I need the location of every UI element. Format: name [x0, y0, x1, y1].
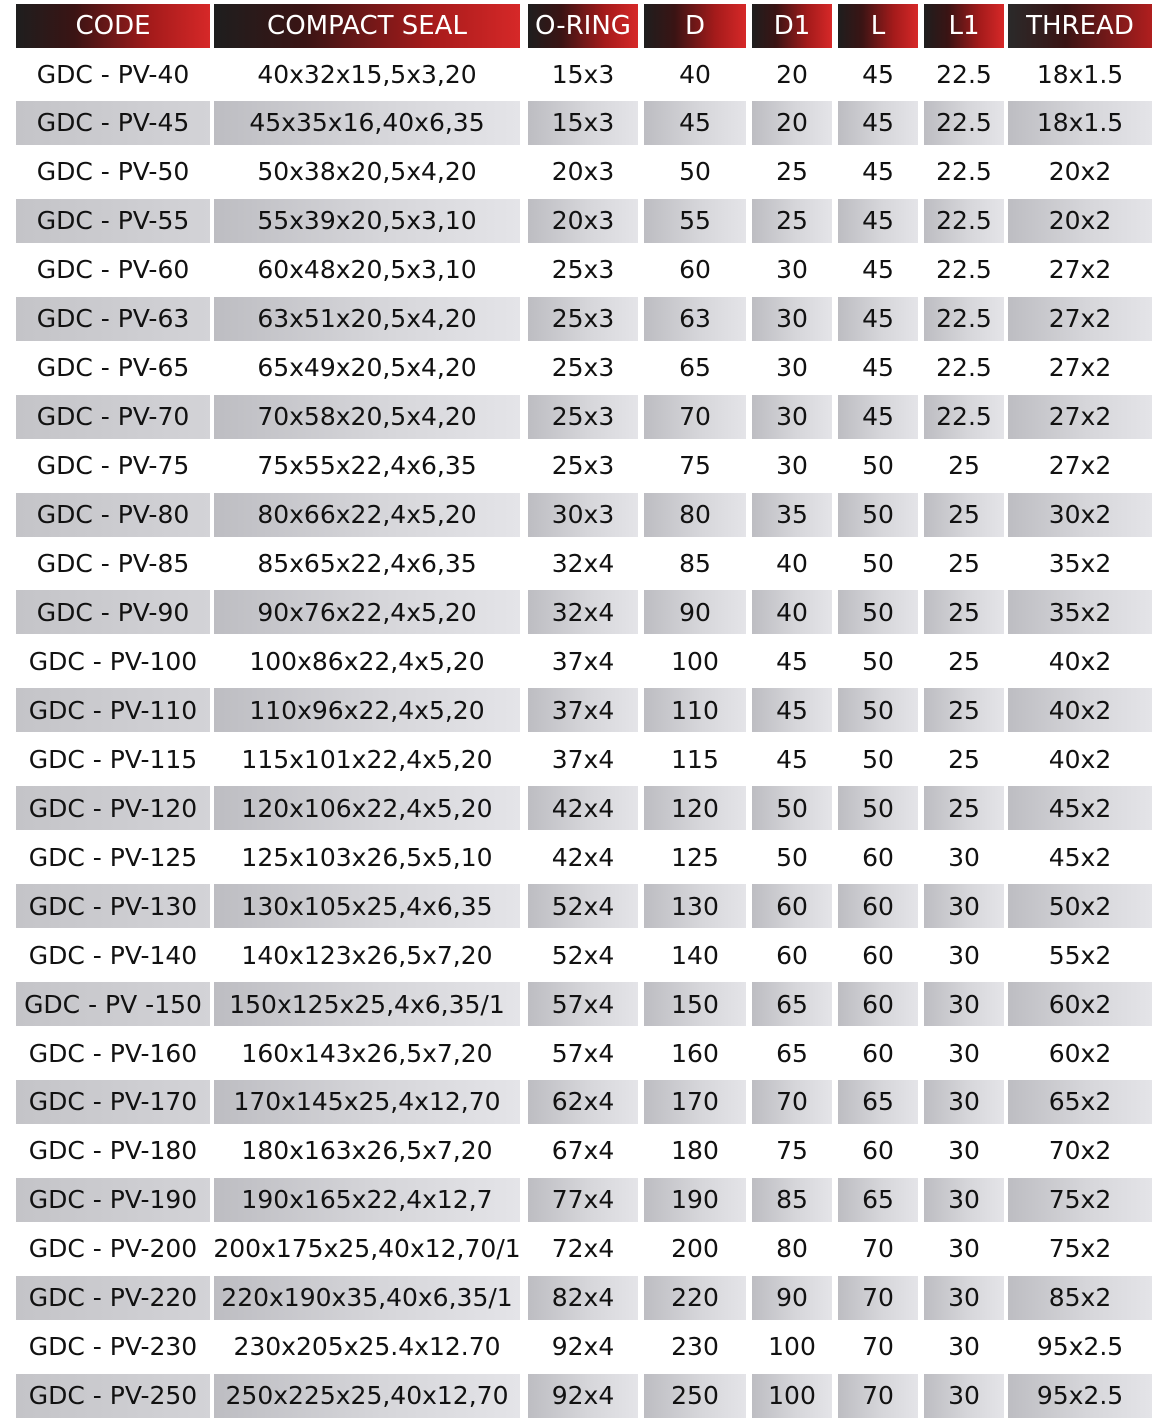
cell-code: GDC - PV-130	[16, 884, 210, 928]
cell-d1: 30	[776, 451, 808, 481]
cell-l: 45	[862, 353, 894, 383]
cell-d: 55	[644, 199, 746, 243]
cell-l1: 30	[924, 1080, 1004, 1124]
cell-thread: 65x2	[1008, 1080, 1152, 1124]
cell-thread: 70x2	[1048, 1136, 1112, 1166]
cell-d1: 30	[776, 353, 808, 383]
cell-l1: 25	[924, 786, 1004, 830]
cell-code: GDC - PV-55	[16, 199, 210, 243]
cell-code: GDC - PV-70	[16, 395, 210, 439]
cell-compact-seal: 70x58x20,5x4,20	[214, 395, 520, 439]
cell-o-ring: 57x4	[551, 1038, 615, 1068]
cell-code: GDC - PV-180	[28, 1136, 198, 1166]
cell-code: GDC - PV-170	[16, 1080, 210, 1124]
cell-o-ring: 20x3	[551, 157, 615, 187]
table-row	[16, 493, 1152, 539]
header-l: L	[838, 4, 918, 48]
cell-thread: 27x2	[1048, 353, 1112, 383]
cell-d: 120	[644, 786, 746, 830]
header-d: D	[644, 4, 746, 48]
cell-compact-seal: 200x175x25,40x12,70/1	[213, 1234, 521, 1264]
cell-thread: 95x2.5	[1036, 1332, 1124, 1362]
cell-compact-seal: 80x66x22,4x5,20	[214, 493, 520, 537]
table-row	[16, 590, 1152, 636]
cell-o-ring: 25x3	[551, 451, 615, 481]
table-row	[16, 688, 1152, 734]
cell-o-ring: 30x3	[528, 493, 638, 537]
cell-l: 70	[838, 1276, 918, 1320]
cell-thread: 27x2	[1048, 255, 1112, 285]
cell-l: 60	[838, 884, 918, 928]
cell-code: GDC - PV-115	[28, 744, 198, 774]
cell-d1: 25	[776, 157, 808, 187]
cell-l1: 25	[924, 493, 1004, 537]
cell-l: 60	[862, 1136, 894, 1166]
cell-d1: 35	[752, 493, 832, 537]
cell-compact-seal: 170x145x25,4x12,70	[214, 1080, 520, 1124]
cell-o-ring: 52x4	[528, 884, 638, 928]
cell-code: GDC - PV-120	[16, 786, 210, 830]
cell-d: 80	[644, 493, 746, 537]
cell-d: 250	[644, 1374, 746, 1418]
cell-compact-seal: 110x96x22,4x5,20	[214, 688, 520, 732]
cell-thread: 35x2	[1008, 590, 1152, 634]
cell-o-ring: 77x4	[528, 1178, 638, 1222]
cell-l1: 30	[948, 940, 980, 970]
cell-o-ring: 42x4	[551, 842, 615, 872]
cell-l: 65	[838, 1080, 918, 1124]
cell-thread: 27x2	[1008, 395, 1152, 439]
cell-code: GDC - PV-125	[28, 842, 198, 872]
cell-d1: 75	[776, 1136, 808, 1166]
cell-l: 50	[838, 493, 918, 537]
cell-d1: 25	[752, 199, 832, 243]
table-row	[16, 346, 1152, 392]
cell-d: 65	[679, 353, 711, 383]
table-row	[16, 542, 1152, 588]
table-row	[16, 1031, 1152, 1077]
cell-thread: 50x2	[1008, 884, 1152, 928]
header-d1: D1	[752, 4, 832, 48]
cell-d: 190	[644, 1178, 746, 1222]
cell-l1: 22.5	[936, 255, 992, 285]
cell-d1: 65	[752, 982, 832, 1026]
cell-code: GDC - PV-80	[16, 493, 210, 537]
cell-l1: 25	[948, 451, 980, 481]
table-row	[16, 444, 1152, 490]
cell-d: 50	[679, 157, 711, 187]
cell-d: 115	[671, 744, 719, 774]
cell-compact-seal: 85x65x22,4x6,35	[257, 549, 477, 578]
cell-l1: 25	[924, 590, 1004, 634]
cell-d: 90	[644, 590, 746, 634]
cell-o-ring: 42x4	[528, 786, 638, 830]
table-row	[16, 1080, 1152, 1126]
cell-d1: 50	[752, 786, 832, 830]
cell-compact-seal: 250x225x25,40x12,70	[214, 1374, 520, 1418]
cell-d: 180	[671, 1136, 719, 1166]
cell-d: 200	[671, 1234, 719, 1264]
table-row	[16, 150, 1152, 196]
cell-thread: 60x2	[1048, 1038, 1112, 1068]
cell-thread: 75x2	[1048, 1234, 1112, 1264]
cell-d: 110	[644, 688, 746, 732]
cell-d: 63	[644, 297, 746, 341]
cell-l1: 22.5	[924, 297, 1004, 341]
header-o-ring: O-RING	[528, 4, 638, 48]
cell-l1: 25	[948, 646, 980, 676]
cell-l1: 30	[948, 1038, 980, 1068]
cell-compact-seal: 55x39x20,5x3,10	[214, 199, 520, 243]
cell-thread: 40x2	[1048, 646, 1112, 676]
cell-d: 220	[644, 1276, 746, 1320]
cell-o-ring: 37x4	[528, 688, 638, 732]
cell-d1: 45	[776, 646, 808, 676]
cell-l1: 25	[948, 549, 980, 578]
cell-l: 65	[838, 1178, 918, 1222]
cell-o-ring: 67x4	[551, 1136, 615, 1166]
cell-o-ring: 25x3	[551, 353, 615, 383]
cell-d: 150	[644, 982, 746, 1026]
cell-code: GDC - PV-40	[36, 59, 190, 89]
cell-o-ring: 15x3	[551, 59, 615, 89]
cell-compact-seal: 45x35x16,40x6,35	[214, 101, 520, 145]
cell-thread: 35x2	[1048, 549, 1112, 578]
cell-code: GDC - PV-160	[28, 1038, 198, 1068]
cell-code: GDC - PV-230	[28, 1332, 198, 1362]
cell-code: GDC - PV-110	[16, 688, 210, 732]
cell-o-ring: 25x3	[528, 297, 638, 341]
table-row	[16, 297, 1152, 343]
header-code: CODE	[16, 4, 210, 48]
cell-compact-seal: 230x205x25.4x12.70	[233, 1332, 501, 1362]
table-row	[16, 786, 1152, 832]
cell-d: 75	[679, 451, 711, 481]
cell-o-ring: 32x4	[528, 590, 638, 634]
cell-o-ring: 72x4	[551, 1234, 615, 1264]
cell-code: GDC - PV-75	[36, 451, 190, 481]
cell-l: 45	[862, 255, 894, 285]
cell-l1: 25	[924, 688, 1004, 732]
cell-o-ring: 62x4	[528, 1080, 638, 1124]
cell-compact-seal: 160x143x26,5x7,20	[241, 1038, 493, 1068]
cell-o-ring: 20x3	[528, 199, 638, 243]
cell-d: 70	[644, 395, 746, 439]
cell-compact-seal: 180x163x26,5x7,20	[241, 1136, 493, 1166]
cell-code: GDC - PV-100	[28, 646, 198, 676]
table-row	[16, 52, 1152, 98]
cell-l1: 22.5	[936, 59, 992, 89]
cell-compact-seal: 220x190x35,40x6,35/1	[214, 1276, 520, 1320]
cell-d1: 85	[752, 1178, 832, 1222]
cell-d: 170	[644, 1080, 746, 1124]
cell-o-ring: 25x3	[551, 255, 615, 285]
cell-code: GDC - PV-50	[36, 157, 190, 187]
cell-compact-seal: 130x105x25,4x6,35	[214, 884, 520, 928]
cell-d1: 65	[776, 1038, 808, 1068]
table-row	[16, 1178, 1152, 1224]
cell-code: GDC - PV-60	[36, 255, 190, 285]
cell-thread: 18x1.5	[1008, 101, 1152, 145]
table-row	[16, 1276, 1152, 1322]
cell-compact-seal: 150x125x25,4x6,35/1	[214, 982, 520, 1026]
table-row	[16, 884, 1152, 930]
cell-d1: 30	[776, 255, 808, 285]
cell-d1: 30	[752, 297, 832, 341]
cell-compact-seal: 90x76x22,4x5,20	[214, 590, 520, 634]
cell-thread: 30x2	[1008, 493, 1152, 537]
table-row	[16, 1325, 1152, 1371]
cell-l: 50	[838, 688, 918, 732]
cell-code: GDC - PV-90	[16, 590, 210, 634]
cell-l1: 22.5	[924, 199, 1004, 243]
cell-l: 50	[862, 744, 894, 774]
table-row	[16, 1374, 1152, 1420]
cell-thread: 55x2	[1048, 940, 1112, 970]
cell-l1: 22.5	[924, 395, 1004, 439]
cell-d: 40	[679, 59, 711, 89]
cell-d1: 40	[752, 590, 832, 634]
cell-l: 50	[862, 549, 894, 578]
table-row	[16, 1227, 1152, 1273]
cell-compact-seal: 65x49x20,5x4,20	[257, 353, 477, 383]
cell-o-ring: 82x4	[528, 1276, 638, 1320]
cell-l: 60	[862, 1038, 894, 1068]
cell-l: 50	[838, 590, 918, 634]
cell-compact-seal: 140x123x26,5x7,20	[241, 940, 493, 970]
cell-l1: 30	[924, 1276, 1004, 1320]
table-row	[16, 737, 1152, 783]
cell-compact-seal: 63x51x20,5x4,20	[214, 297, 520, 341]
cell-d1: 45	[752, 688, 832, 732]
cell-l1: 30	[948, 1136, 980, 1166]
cell-l1: 22.5	[924, 101, 1004, 145]
cell-compact-seal: 75x55x22,4x6,35	[257, 451, 477, 481]
cell-l1: 30	[948, 1234, 980, 1264]
table-row	[16, 199, 1152, 245]
cell-thread: 60x2	[1008, 982, 1152, 1026]
cell-l1: 30	[924, 1178, 1004, 1222]
cell-o-ring: 52x4	[551, 940, 615, 970]
cell-l1: 30	[948, 842, 980, 872]
cell-compact-seal: 100x86x22,4x5,20	[249, 646, 485, 676]
cell-l: 50	[838, 786, 918, 830]
cell-thread: 40x2	[1008, 688, 1152, 732]
cell-l: 50	[862, 451, 894, 481]
cell-d: 130	[644, 884, 746, 928]
cell-code: GDC - PV-85	[36, 549, 190, 578]
cell-d1: 45	[776, 744, 808, 774]
cell-o-ring: 92x4	[551, 1332, 615, 1362]
cell-l: 60	[838, 982, 918, 1026]
cell-code: GDC - PV -150	[16, 982, 210, 1026]
cell-d1: 70	[752, 1080, 832, 1124]
cell-d: 45	[644, 101, 746, 145]
cell-l1: 25	[948, 744, 980, 774]
cell-o-ring: 92x4	[528, 1374, 638, 1418]
cell-l1: 22.5	[936, 353, 992, 383]
cell-l: 45	[862, 157, 894, 187]
table-row	[16, 639, 1152, 685]
cell-l: 70	[862, 1332, 894, 1362]
cell-d1: 60	[776, 940, 808, 970]
cell-thread: 27x2	[1048, 451, 1112, 481]
table-row	[16, 835, 1152, 881]
cell-compact-seal: 125x103x26,5x5,10	[241, 842, 493, 872]
cell-d1: 20	[776, 59, 808, 89]
cell-thread: 40x2	[1048, 744, 1112, 774]
cell-l1: 30	[924, 982, 1004, 1026]
header-thread: THREAD	[1008, 4, 1152, 48]
cell-d1: 80	[776, 1234, 808, 1264]
cell-d: 140	[671, 940, 719, 970]
cell-o-ring: 15x3	[528, 101, 638, 145]
cell-l: 60	[862, 842, 894, 872]
cell-o-ring: 37x4	[551, 744, 615, 774]
cell-code: GDC - PV-63	[16, 297, 210, 341]
table-row	[16, 395, 1152, 441]
cell-d1: 100	[752, 1374, 832, 1418]
cell-compact-seal: 115x101x22,4x5,20	[241, 744, 493, 774]
cell-o-ring: 32x4	[551, 549, 615, 578]
cell-compact-seal: 120x106x22,4x5,20	[214, 786, 520, 830]
cell-d1: 20	[752, 101, 832, 145]
cell-o-ring: 37x4	[551, 646, 615, 676]
cell-l: 70	[838, 1374, 918, 1418]
cell-thread: 45x2	[1008, 786, 1152, 830]
cell-thread: 95x2.5	[1008, 1374, 1152, 1418]
cell-code: GDC - PV-220	[16, 1276, 210, 1320]
header-l1: L1	[924, 4, 1004, 48]
cell-l: 45	[838, 101, 918, 145]
header-compact-seal: COMPACT SEAL	[214, 4, 520, 48]
cell-thread: 27x2	[1008, 297, 1152, 341]
cell-d: 160	[671, 1038, 719, 1068]
cell-thread: 75x2	[1008, 1178, 1152, 1222]
cell-d: 85	[679, 549, 711, 578]
cell-thread: 20x2	[1008, 199, 1152, 243]
cell-code: GDC - PV-190	[16, 1178, 210, 1222]
table-row	[16, 1129, 1152, 1175]
cell-d: 230	[671, 1332, 719, 1362]
cell-l1: 30	[948, 1332, 980, 1362]
cell-l1: 30	[924, 884, 1004, 928]
table-row	[16, 982, 1152, 1028]
cell-d1: 100	[768, 1332, 816, 1362]
cell-code: GDC - PV-45	[16, 101, 210, 145]
cell-code: GDC - PV-200	[28, 1234, 198, 1264]
cell-d1: 60	[752, 884, 832, 928]
cell-d: 100	[671, 646, 719, 676]
cell-o-ring: 57x4	[528, 982, 638, 1026]
cell-l: 70	[862, 1234, 894, 1264]
table-row	[16, 933, 1152, 979]
cell-l: 45	[862, 59, 894, 89]
table-header	[16, 4, 1152, 48]
cell-o-ring: 25x3	[528, 395, 638, 439]
cell-thread: 85x2	[1008, 1276, 1152, 1320]
cell-thread: 45x2	[1048, 842, 1112, 872]
cell-l: 50	[862, 646, 894, 676]
cell-d1: 90	[752, 1276, 832, 1320]
cell-compact-seal: 190x165x22,4x12,7	[214, 1178, 520, 1222]
cell-code: GDC - PV-65	[36, 353, 190, 383]
table-row	[16, 248, 1152, 294]
cell-thread: 18x1.5	[1036, 59, 1124, 89]
cell-l: 45	[838, 395, 918, 439]
cell-d1: 30	[752, 395, 832, 439]
cell-d: 60	[679, 255, 711, 285]
cell-l: 45	[838, 297, 918, 341]
cell-code: GDC - PV-250	[16, 1374, 210, 1418]
cell-d1: 40	[776, 549, 808, 578]
table-row	[16, 101, 1152, 147]
cell-code: GDC - PV-140	[28, 940, 198, 970]
cell-l1: 22.5	[936, 157, 992, 187]
cell-l: 60	[862, 940, 894, 970]
cell-thread: 20x2	[1048, 157, 1112, 187]
cell-compact-seal: 60x48x20,5x3,10	[257, 255, 477, 285]
cell-d: 125	[671, 842, 719, 872]
cell-l1: 30	[924, 1374, 1004, 1418]
cell-d1: 50	[776, 842, 808, 872]
cell-compact-seal: 50x38x20,5x4,20	[257, 157, 477, 187]
cell-l: 45	[838, 199, 918, 243]
cell-compact-seal: 40x32x15,5x3,20	[257, 59, 477, 89]
